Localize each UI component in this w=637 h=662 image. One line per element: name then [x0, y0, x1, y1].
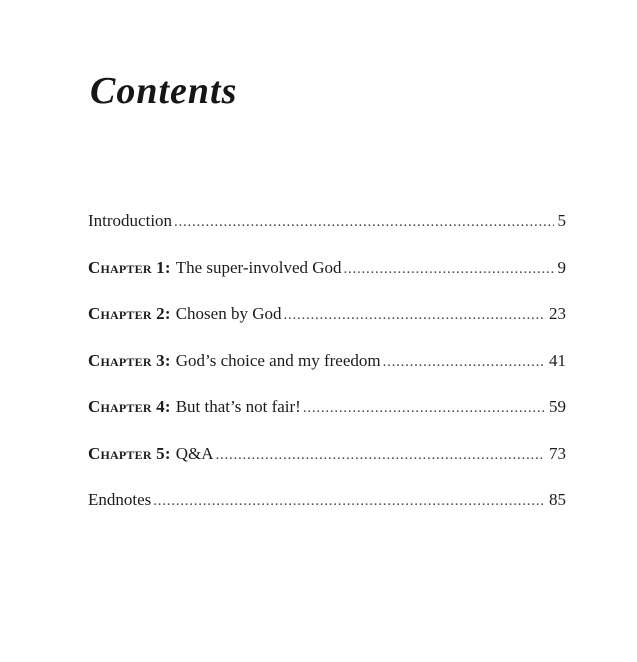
- dot-leader: [303, 397, 545, 420]
- toc-entry-chapter-2[interactable]: [88, 302, 566, 325]
- toc-entry-endnotes[interactable]: [88, 488, 566, 511]
- toc-page-number: 59: [549, 397, 566, 416]
- dot-leader: [383, 351, 545, 374]
- dot-leader: [283, 304, 545, 327]
- toc-page-number: 9: [557, 257, 566, 277]
- toc-entry-chapter-5[interactable]: [88, 442, 566, 465]
- chapter-label: Chapter 4:: [88, 397, 171, 416]
- toc-entry-title: Introduction: [88, 211, 173, 230]
- toc-entry-title: Chosen by God: [175, 304, 282, 323]
- dot-leader: [153, 490, 545, 513]
- toc-entry-title: Endnotes: [88, 490, 152, 509]
- toc-page-number: 85: [549, 490, 566, 509]
- toc-entry-chapter-3[interactable]: [88, 349, 566, 372]
- toc-entry-title: Q&A: [175, 443, 214, 463]
- chapter-label: Chapter 2:: [88, 304, 171, 323]
- dot-leader: [344, 258, 554, 281]
- dot-leader: [215, 444, 545, 467]
- chapter-label: Chapter 3:: [88, 350, 171, 370]
- toc-entry-chapter-4[interactable]: [88, 395, 566, 418]
- toc-entry-title: The super-involved God: [175, 257, 342, 277]
- toc-entry-title: God’s choice and my freedom: [175, 350, 381, 370]
- toc-page-number: 73: [549, 443, 566, 463]
- toc-entry-chapter-1[interactable]: [88, 256, 566, 279]
- dot-leader: [174, 211, 553, 234]
- chapter-label: Chapter 1:: [88, 257, 171, 277]
- toc-entry-introduction[interactable]: [88, 209, 566, 232]
- toc-page-number: 5: [557, 211, 566, 230]
- toc-page-number: 23: [549, 304, 566, 323]
- chapter-label: Chapter 5:: [88, 443, 171, 463]
- table-of-contents: [88, 209, 566, 535]
- page-title: Contents: [90, 70, 238, 112]
- toc-entry-title: But that’s not fair!: [175, 397, 301, 416]
- toc-page-number: 41: [549, 350, 566, 370]
